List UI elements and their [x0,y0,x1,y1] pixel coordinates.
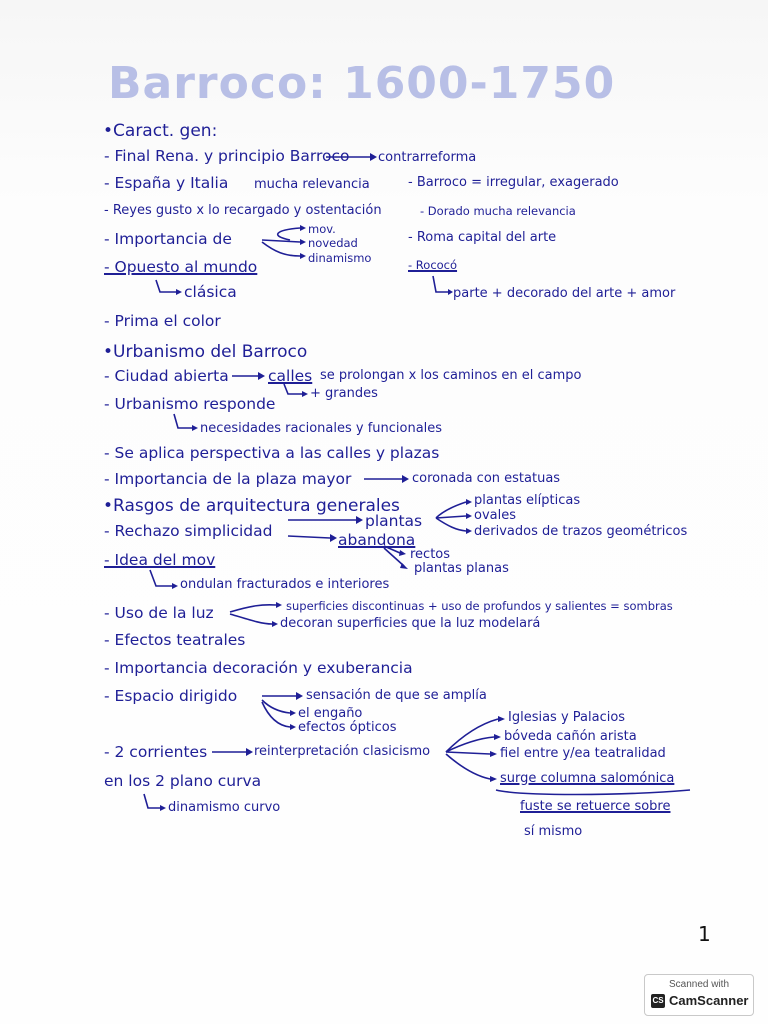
note-line: - Rechazo simplicidad [104,522,273,540]
note-line: en los 2 plano curva [104,772,262,790]
note-text: mucha relevancia [254,177,370,192]
note-text: fuste se retuerce sobre [520,799,671,814]
note-text: dinamismo [308,251,372,265]
note-text: se prolongan x los caminos en el campo [320,368,582,383]
note-text: - Roma capital del arte [408,230,557,245]
note-line: - Reyes gusto x lo recargado y ostentación [104,203,382,218]
note-text: abandona [338,531,416,549]
note-line: - Espacio dirigido [104,687,238,705]
note-text: - Rococó [408,258,458,272]
note-text: sensación de que se amplía [306,688,487,703]
note-text: contrarreforma [378,150,477,165]
note-text: clásica [184,283,237,301]
note-text: dinamismo curvo [168,800,281,815]
note-text: mov. [308,222,336,236]
note-line: - Se aplica perspectiva a las calles y plazas [104,444,440,462]
note-text: ovales [474,508,516,523]
note-text: parte + decorado del arte + amor [453,286,676,301]
note-text: + grandes [310,386,378,401]
camscanner-logo-icon: CS [651,994,665,1008]
note-line: - Final Rena. y principio Barroco [104,147,350,165]
note-text: calles [268,367,313,385]
note-text: plantas elípticas [474,493,581,508]
note-text: fiel entre y/ea teatralidad [500,746,666,761]
note-line: - España y Italia [104,174,229,192]
note-text: novedad [308,236,358,250]
note-text: ondulan fracturados e interiores [180,577,390,592]
note-line: - Uso de la luz [104,604,214,622]
note-text: plantas planas [414,561,509,576]
note-line: - Efectos teatrales [104,631,246,649]
watermark-caption: Scanned with [668,979,730,990]
note-text: surge columna salomónica [500,771,675,786]
note-line: - Idea del mov [104,551,216,569]
page-number: 1 [698,922,711,946]
note-text: necesidades racionales y funcionales [200,421,443,436]
note-line: - Opuesto al mundo [104,258,258,276]
note-line: - Ciudad abierta [104,367,229,385]
note-text: reinterpretación clasicismo [254,744,431,759]
note-text: Iglesias y Palacios [508,710,626,725]
note-text: derivados de trazos geométricos [474,524,688,539]
note-text: sí mismo [524,824,583,839]
note-text: - Barroco = irregular, exagerado [408,175,619,190]
note-text: efectos ópticos [298,720,397,735]
note-line: - 2 corrientes [104,743,208,761]
note-line: - Importancia decoración y exuberancia [104,659,413,677]
note-text: el engaño [298,706,363,721]
note-line: - Importancia de [104,230,232,248]
note-line: - Importancia de la plaza mayor [104,470,352,488]
note-text: plantas [365,512,423,530]
note-line: - Urbanismo responde [104,395,276,413]
note-text: bóveda cañón arista [504,729,637,744]
section-heading-caract: •Caract. gen: [103,121,218,141]
watermark-brand: CamScanner [669,993,749,1008]
note-text: superficies discontinuas + uso de profundos y salientes = sombras [286,599,673,613]
note-text: coronada con estatuas [412,471,561,486]
note-text: decoran superficies que la luz modelará [280,616,541,631]
camscanner-watermark [644,974,754,1016]
section-heading-rasgos: •Rasgos de arquitectura generales [103,496,400,516]
note-text: - Dorado mucha relevancia [420,204,576,218]
section-heading-urbanismo: •Urbanismo del Barroco [103,342,308,362]
page-title: Barroco: 1600-1750 [108,58,616,109]
note-line: - Prima el color [104,312,221,330]
note-text: rectos [410,547,451,562]
